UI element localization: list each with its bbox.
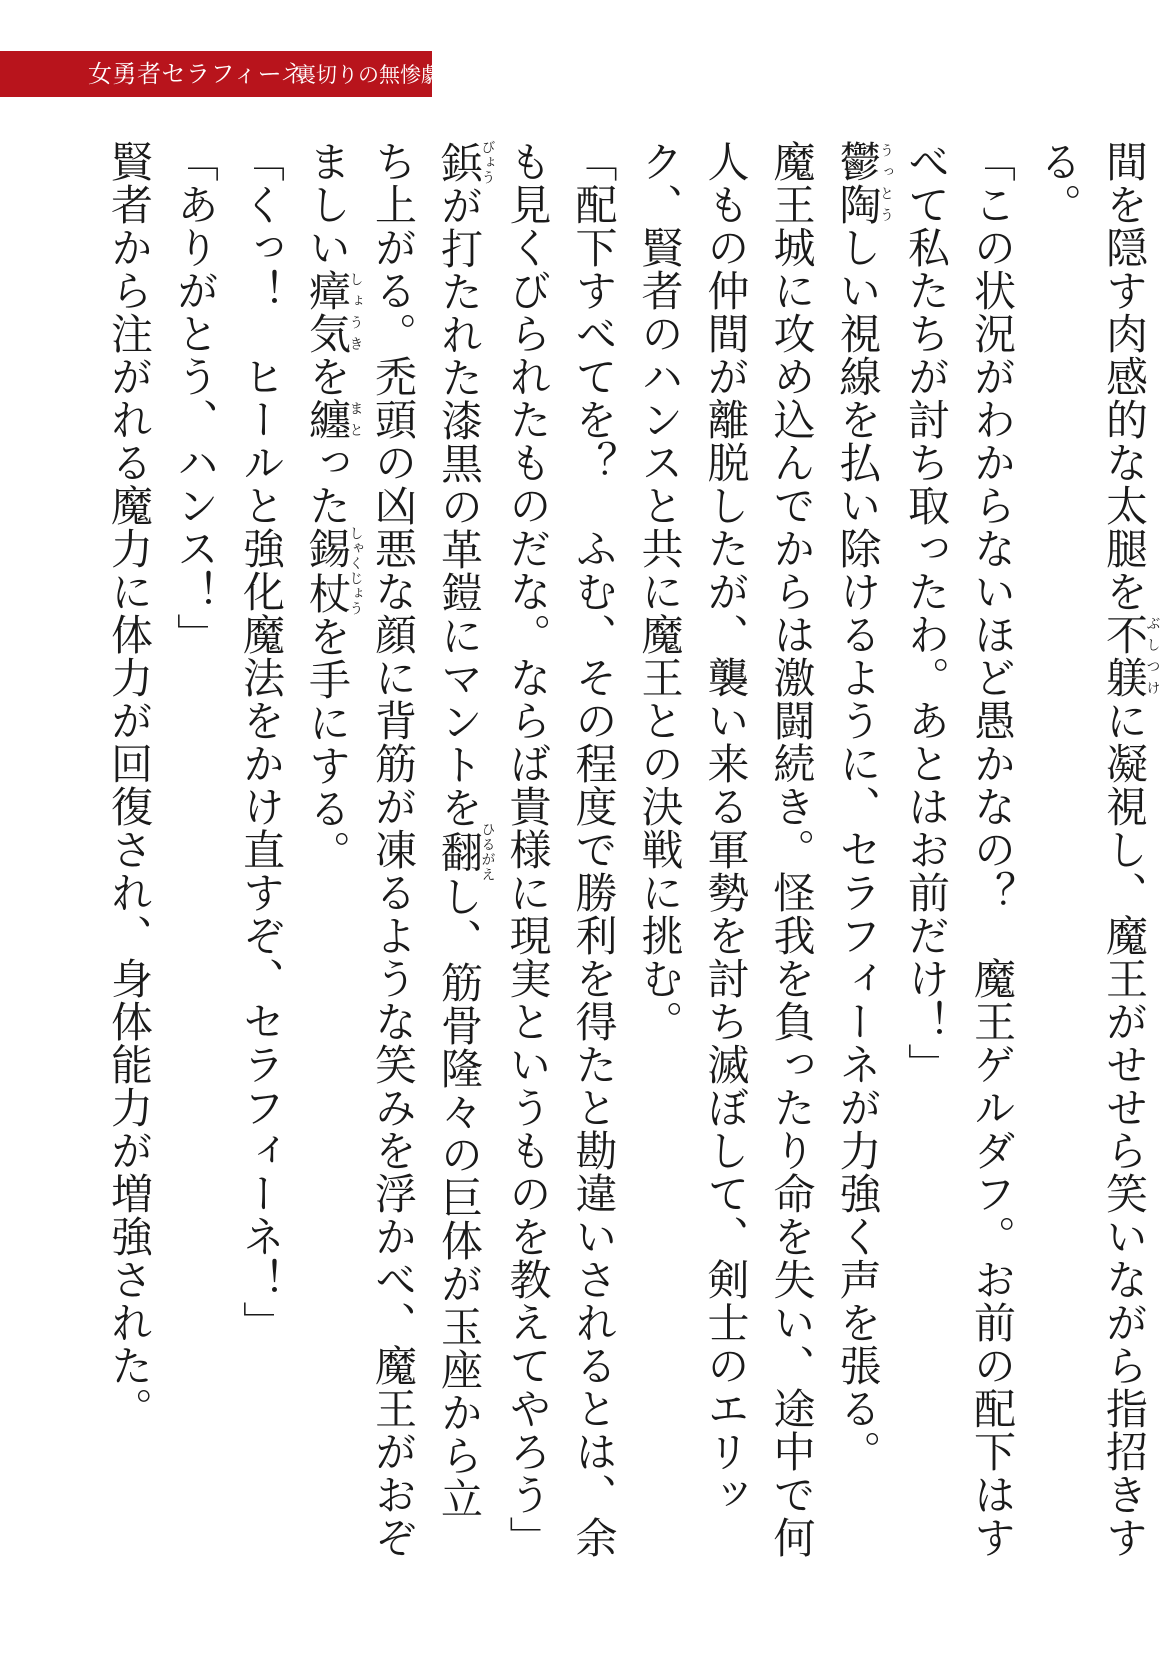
- body-text: [96, 140, 1160, 1560]
- text-run: 「くっ！ ヒールと強化魔法をかけ直すぞ、セラフィーネ！」: [237, 140, 286, 1344]
- ruby-base: 纏: [303, 398, 352, 441]
- text-run: しい視線を払い除けるように、セラフィーネが力強く声を張る。: [833, 226, 883, 1473]
- paragraph: [825, 140, 894, 1560]
- text-run: 「ありがとう、ハンス！」: [171, 140, 220, 656]
- paragraph: [162, 140, 228, 1560]
- ruby-word: [303, 269, 364, 355]
- text-run: 「この状況がわからないほど愚かなの？ 魔王ゲルダフ。お前の配下はすべて私たちが討ち取ったわ。あとはお前だけ！」: [902, 140, 1017, 1559]
- book-title: 女勇者セラフィーネ: [88, 60, 306, 88]
- ruby-word: [435, 140, 496, 185]
- ruby-base: 不躾: [1100, 613, 1149, 699]
- chapter-title: 裏切りの無惨劇: [295, 63, 442, 87]
- text-run: に凝視し、魔王がせせら笑いながら指招きする。: [1034, 140, 1149, 1559]
- ruby-base: 瘴気: [303, 269, 352, 355]
- ruby-word: [303, 398, 364, 441]
- paragraph: [294, 140, 495, 1560]
- text-run: 魔王城に攻め込んでからは激闘続き。怪我を負ったり命を失い、途中で何人もの仲間が離脱したが、襲い来る軍勢を討ち滅ぼして、剣士のエリック、賢者のハンスと共に魔王との決戦に挑む。: [635, 140, 817, 1559]
- ruby-base: 鋲: [435, 140, 484, 185]
- ruby-reading: しょうき: [347, 269, 364, 355]
- ruby-reading: びょう: [479, 140, 496, 185]
- ruby-reading: しゃくじょう: [347, 526, 364, 616]
- paragraph: [96, 140, 162, 1560]
- ruby-base: 鬱陶: [833, 140, 883, 226]
- text-run: が打たれた漆黒の革鎧にマントを: [435, 184, 484, 829]
- ruby-word: [303, 526, 364, 616]
- ruby-reading: まと: [347, 398, 364, 441]
- paragraph: [228, 140, 294, 1560]
- paragraph: [893, 140, 1025, 1560]
- ruby-base: 錫杖: [303, 526, 352, 616]
- paragraph: [627, 140, 825, 1560]
- ruby-reading: ぶしつけ: [1144, 613, 1161, 699]
- ruby-word: [435, 822, 496, 882]
- text-run: 賢者から注がれる魔力に体力が回復され、身体能力が増強された。: [105, 140, 154, 1430]
- header-band: [0, 51, 442, 97]
- text-run: 「配下すべてを？ ふむ、その程度で勝利を得たと勘違いされるとは、余も見くびられたものだな。ならば貴様に現実というものを教えてやろう」: [503, 140, 619, 1559]
- text-run: を手にする。: [303, 615, 352, 873]
- ruby-reading: うっとう: [878, 140, 894, 226]
- ruby-reading: ひるがえ: [479, 822, 496, 882]
- text-run: を: [303, 355, 352, 398]
- paragraph: [1025, 140, 1160, 1560]
- ruby-word: [1100, 613, 1161, 699]
- ruby-word: [833, 140, 894, 226]
- paragraph: [495, 140, 627, 1560]
- text-run: った: [303, 441, 352, 527]
- ruby-base: 翻: [435, 822, 484, 882]
- text-run: 間を隠す肉感的な太腿を: [1100, 140, 1149, 613]
- vertical-text-block: [96, 140, 1161, 1600]
- text-run: し、筋骨隆々の巨体が玉座から立ち上がる。禿頭の凶悪な顔に背筋が凍るような笑みを浮かべ、魔王がおぞましい: [303, 140, 484, 1559]
